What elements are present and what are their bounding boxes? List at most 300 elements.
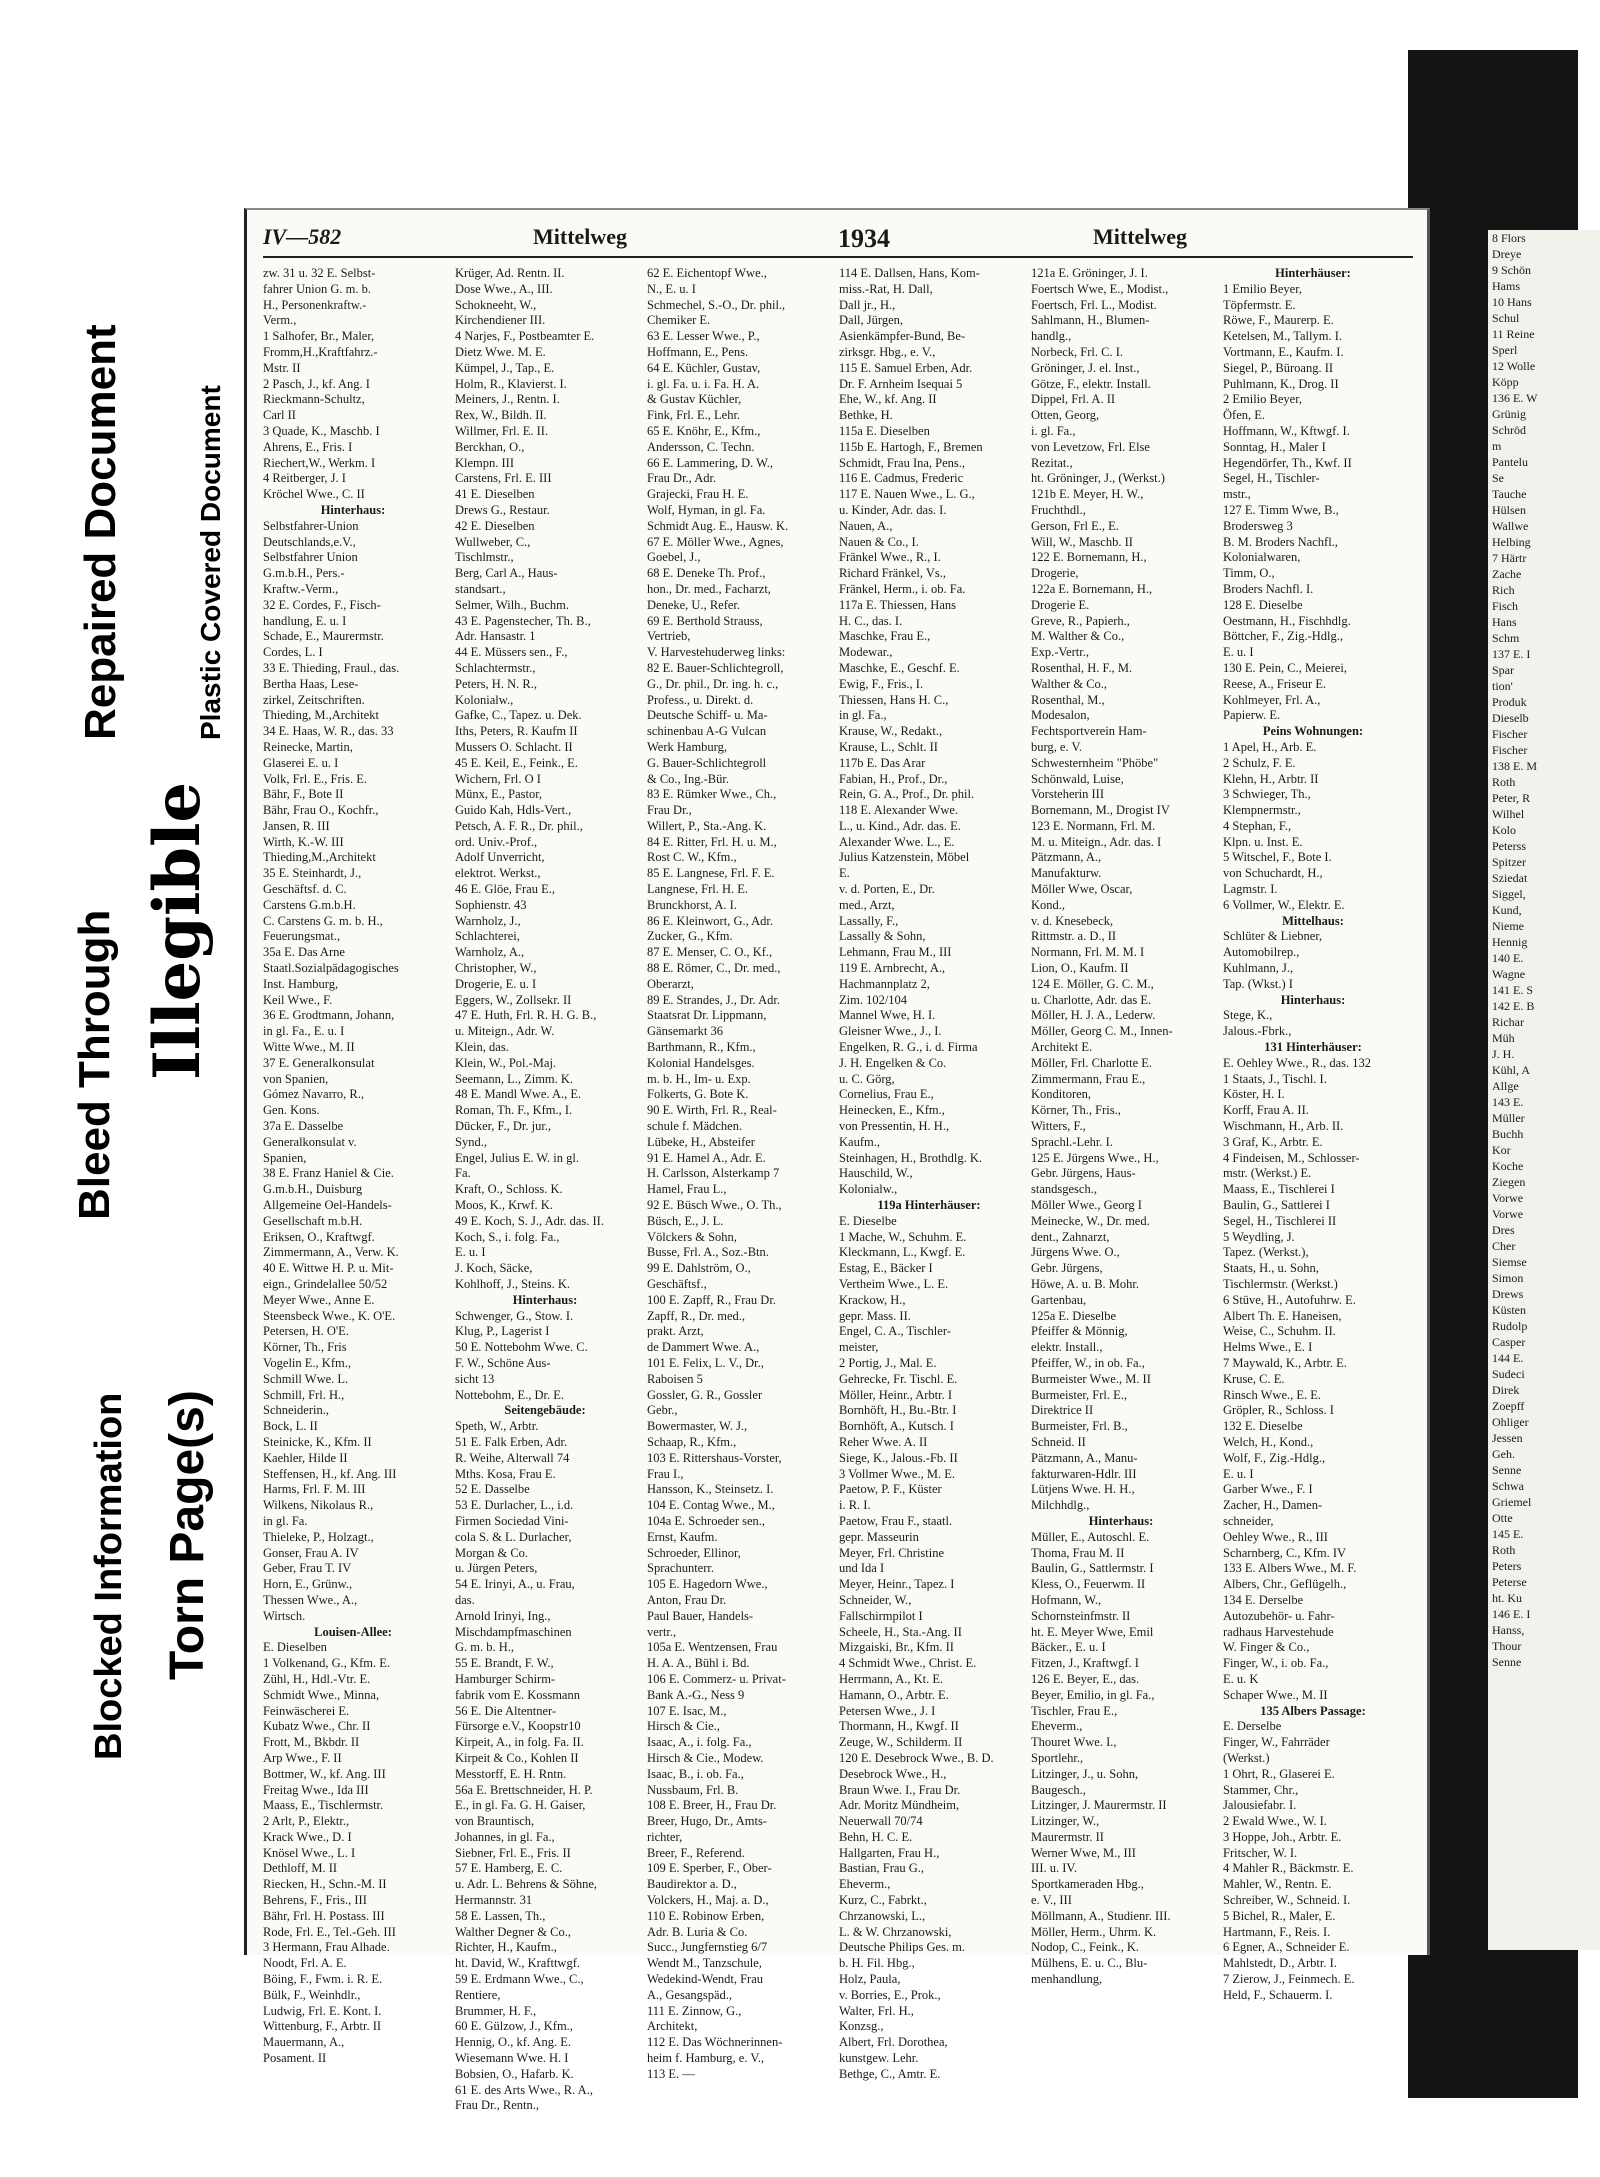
directory-entry-line: Hinterhaus: (1088, 1513, 1154, 1528)
directory-entry-line: Johannes, in gl. Fa., (455, 1829, 555, 1844)
next-page-line: Spitzer (1492, 855, 1526, 869)
directory-entry-line: 89 E. Strandes, J., Dr. Adr. (647, 992, 780, 1007)
directory-entry-line: Oehley Wwe., R., III (1223, 1529, 1328, 1544)
directory-entry-line: H. A. A., Bühl i. Bd. (647, 1656, 750, 1671)
directory-entry-line: Tischler, Frau E., (1031, 1703, 1118, 1718)
directory-entry-line: Schmill, Frl. H., (263, 1387, 345, 1402)
directory-entry-line: fakturwaren-Hdlr. III (1031, 1466, 1137, 1481)
directory-entry-line: Bornhöft, A., Kutsch. I (839, 1419, 954, 1434)
directory-entry-line: 117b E. Das Arar (839, 755, 926, 770)
directory-entry-line: 63 E. Lesser Wwe., P., (647, 329, 760, 344)
directory-entry-line: Witte Wwe., M. II (263, 1040, 355, 1055)
directory-entry-line: Frau Dr., (647, 803, 692, 818)
directory-entry-line: Busse, Frl. A., Soz.-Btn. (647, 1245, 769, 1260)
next-page-line: Spar (1492, 663, 1514, 677)
directory-entry-line: Köster, H. I. (1223, 1087, 1285, 1102)
directory-entry-line: elektr. Install., (1031, 1340, 1103, 1355)
directory-entry-line: Zim. 102/104 (839, 992, 908, 1007)
directory-column-5 (1031, 266, 1211, 1987)
directory-entry-line: Barthmann, R., Kfm., (647, 1040, 756, 1055)
directory-entry-line: Adr. Moritz Mündheim, (839, 1798, 960, 1813)
directory-entry-line: schinenbau A-G Vulcan (647, 724, 767, 739)
directory-entry-line: zirksgr. Hbg., e. V., (839, 344, 936, 359)
next-page-line: Rich (1492, 583, 1515, 597)
directory-entry-line: Volckers, H., Maj. a. D., (647, 1893, 769, 1908)
directory-entry-line: Möllmann, A., Studienr. III. (1031, 1908, 1171, 1923)
label-illegible: Illegible (140, 781, 215, 1080)
directory-entry-line: Wullweber, C., (455, 534, 531, 549)
directory-entry-line: Carstens, Frl. E. III (455, 471, 552, 486)
directory-entry-line: Geschäftsf., (647, 1277, 707, 1291)
directory-entry-line: Krüger, Ad. Rentn. II. (455, 266, 565, 280)
directory-entry-line: F. W., Schöne Aus- (455, 1355, 551, 1370)
directory-entry-line: 115a E. Dieselben (839, 423, 930, 438)
directory-entry-line: 119a Hinterhäuser: (877, 1198, 981, 1213)
directory-entry-line: Warnholz, J., (455, 913, 521, 928)
directory-entry-line: Schaper Wwe., M. II (1223, 1687, 1328, 1702)
next-page-line: Müh (1492, 1031, 1515, 1045)
directory-entry-line: Schmill Wwe. L. (263, 1371, 349, 1386)
next-page-line: Helbing (1492, 535, 1531, 549)
next-page-line: Fischer (1492, 743, 1528, 757)
directory-entry-line: Wirtsch. (263, 1608, 306, 1623)
directory-entry-line: 56a E. Brettschneider, H. P. (455, 1782, 593, 1797)
directory-entry-line: Thieding, M.,Architekt (263, 708, 379, 723)
directory-entry-line: Fränkel, Herm., i. ob. Fa. (839, 581, 966, 596)
directory-entry-line: 121b E. Meyer, H. W., (1031, 487, 1144, 502)
directory-entry-line: Wendt M., Tanzschule, (647, 1956, 762, 1971)
directory-entry-line: Maschke, Frau E., (839, 629, 931, 644)
directory-entry-line: Rezitat., (1031, 455, 1073, 470)
directory-entry-line: 82 E. Bauer-Schlichtegroll, (647, 660, 784, 675)
directory-entry-line: Reher Wwe. A. II (839, 1434, 928, 1449)
directory-entry-line: Tischlermstr. (Werkst.) (1223, 1277, 1338, 1291)
directory-entry-line: 40 E. Wittwe H. P. u. Mit- (263, 1261, 394, 1276)
directory-entry-line: Milchhdlg., (1031, 1498, 1090, 1513)
directory-entry-line: Seemann, L., Zimm. K. (455, 1071, 574, 1086)
directory-entry-line: Vortmann, E., Kaufm. I. (1223, 344, 1344, 359)
next-page-line: Hanss, (1492, 1623, 1525, 1637)
directory-entry-line: 42 E. Dieselben (455, 518, 535, 533)
directory-entry-line: Müller, E., Autoschl. E. (1031, 1529, 1150, 1544)
directory-entry-line: Kleckmann, L., Kwgf. E. (839, 1245, 966, 1260)
directory-entry-line: Wichern, Frl. O I (455, 771, 541, 786)
directory-entry-line: Welch, H., Kond., (1223, 1434, 1314, 1449)
directory-entry-line: Hennig, O., kf. Ang. E. (455, 2035, 571, 2050)
directory-entry-line: 4 Schmidt Wwe., Christ. E. (839, 1656, 977, 1671)
directory-entry-line: Walther Degner & Co., (455, 1924, 571, 1939)
next-page-line: Casper (1492, 1335, 1526, 1349)
directory-entry-line: 61 E. des Arts Wwe., R. A., (455, 2082, 593, 2097)
directory-entry-line: Meyer Wwe., Anne E. (263, 1292, 375, 1307)
directory-entry-line: Engelken, R. G., i. d. Firma (839, 1040, 978, 1055)
directory-entry-line: Krackow, H., (839, 1292, 906, 1307)
directory-entry-line: Scharnberg, C., Kfm. IV (1223, 1545, 1347, 1560)
directory-entry-line: Dall, Jürgen, (839, 313, 903, 328)
directory-entry-line: M. u. Miteign., Adr. das. I (1031, 834, 1162, 849)
directory-entry-line: & Co., Ing.-Bür. (647, 771, 729, 786)
directory-entry-line: Gröninger, J. el. Inst., (1031, 360, 1140, 375)
directory-entry-line: Schlachterei, (455, 929, 520, 944)
directory-entry-line: Ewig, F., Fris., I. (839, 676, 924, 691)
directory-entry-line: Hegendörfer, Th., Kwf. II (1223, 455, 1352, 470)
directory-entry-line: E. Dieselbe (839, 1213, 897, 1228)
directory-entry-line: 117 E. Nauen Wwe., L. G., (839, 487, 975, 502)
directory-entry-line: Kurz, C., Fabrkt., (839, 1893, 927, 1908)
directory-entry-line: Hamel, Frau L., (647, 1182, 727, 1197)
directory-entry-line: Generalkonsulat v. (263, 1134, 357, 1149)
directory-entry-line: Mittelhaus: (1282, 913, 1344, 928)
directory-entry-line: fahrer Union G. m. b. (263, 281, 371, 296)
directory-entry-line: Deneke, U., Refer. (647, 597, 741, 612)
directory-entry-line: Deutsche Schiff- u. Ma- (647, 708, 768, 723)
directory-entry-line: Folkerts, G. Bote K. (647, 1087, 749, 1102)
directory-entry-line: Walther & Co., (1031, 676, 1108, 691)
directory-entry-line: W. Finger & Co., (1223, 1640, 1310, 1655)
directory-entry-line: Exp.-Vertr., (1031, 645, 1089, 660)
directory-entry-line: 117a E. Thiessen, Hans (839, 597, 956, 612)
side-labels (0, 0, 250, 2177)
directory-entry-line: 66 E. Lammering, D. W., (647, 455, 774, 470)
directory-entry-line: Fritscher, W. I. (1223, 1845, 1298, 1860)
directory-entry-line: Knösel Wwe., L. I (263, 1845, 356, 1860)
directory-entry-line: Richard Fränkel, Vs., (839, 566, 947, 581)
directory-entry-line: Raboisen 5 (647, 1371, 703, 1386)
directory-entry-line: Carl II (263, 408, 296, 423)
directory-entry-line: u. Charlotte, Adr. das E. (1031, 992, 1152, 1007)
next-page-line: Griemel (1492, 1495, 1532, 1509)
directory-entry-line: Baudirektor a. D., (647, 1877, 737, 1892)
directory-entry-line: 1 Mache, W., Schuhm. E. (839, 1229, 967, 1244)
directory-entry-line: Andersson, C. Techn. (647, 439, 755, 454)
directory-entry-line: Selmer, Wilh., Buchm. (455, 597, 570, 612)
directory-entry-line: Steensbeck Wwe., K. O'E. (263, 1308, 396, 1323)
directory-entry-line: Architekt, (647, 2019, 698, 2034)
directory-entry-line: Segel, H., Tischlerei II (1223, 1213, 1337, 1228)
directory-entry-line: Brodersweg 3 (1223, 518, 1293, 533)
next-page-line: Richar (1492, 1015, 1524, 1029)
directory-columns (263, 266, 1413, 2113)
next-page-line: Kor (1492, 1143, 1511, 1157)
directory-entry-line: 32 E. Cordes, F., Fisch- (263, 597, 381, 612)
directory-entry-line: Sportkameraden Hbg., (1031, 1877, 1144, 1892)
directory-entry-line: Mannel Wwe, H. I. (839, 1008, 936, 1023)
directory-entry-line: Inst. Hamburg, (263, 976, 339, 991)
directory-entry-line: Maurermstr. II (1031, 1829, 1104, 1844)
directory-entry-line: 133 E. Albers Wwe., M. F. (1223, 1561, 1357, 1576)
directory-entry-line: Meiners, J., Rentn. I. (455, 392, 560, 407)
next-page-line: Fisch (1492, 599, 1519, 613)
directory-entry-line: 51 E. Falk Erben, Adr. (455, 1434, 568, 1449)
directory-entry-line: Sportlehr., (1031, 1750, 1084, 1765)
directory-entry-line: Mauermann, A., (263, 2035, 345, 2050)
directory-entry-line: Siege, K., Jalous.-Fb. II (839, 1450, 958, 1465)
directory-entry-line: Sonntag, H., Maler I (1223, 439, 1326, 454)
next-page-line: 143 E. (1492, 1095, 1524, 1109)
directory-entry-line: Tapez. (Werkst.), (1223, 1245, 1309, 1260)
directory-entry-line: 3 Graf, K., Arbtr. E. (1223, 1134, 1323, 1149)
directory-entry-line: Messtorff, E. H. Rntn. (455, 1766, 567, 1781)
directory-entry-line: Grajecki, Frau H. E. (647, 487, 749, 502)
directory-entry-line: 1 Apel, H., Arb. E. (1223, 739, 1317, 754)
directory-entry-line: Breer, F., Referend. (647, 1845, 745, 1860)
directory-entry-line: das. (455, 1592, 475, 1607)
directory-entry-line: dent., Zahnarzt, (1031, 1229, 1110, 1244)
directory-entry-line: Schmechel, S.-O., Dr. phil., (647, 297, 786, 312)
directory-entry-line: & Gustav Küchler, (647, 392, 742, 407)
directory-entry-line: Kolonialw., (455, 692, 514, 707)
directory-entry-line: Meinecke, W., Dr. med. (1031, 1213, 1150, 1228)
directory-entry-line: 35a E. Das Arne (263, 945, 345, 960)
directory-entry-line: Klehn, H., Arbtr. II (1223, 771, 1319, 786)
directory-entry-line: Reinecke, Martin, (263, 739, 353, 754)
directory-entry-line: Kaehler, Hilde II (263, 1450, 348, 1465)
directory-entry-line: 85 E. Langnese, Frl. F. E. (647, 866, 775, 881)
directory-entry-line: Thiessen, Hans H. C., (839, 692, 949, 707)
directory-entry-line: Hachmannplatz 2, (839, 976, 930, 991)
directory-entry-line: Paul Bauer, Handels- (647, 1608, 754, 1623)
directory-entry-line: Vogelin E., Kfm., (263, 1355, 351, 1370)
directory-entry-line: G., Dr. phil., Dr. ing. h. c., (647, 676, 779, 691)
directory-entry-line: Verm., (263, 313, 297, 328)
directory-entry-line: 6 Stüve, H., Autofuhrw. E. (1223, 1292, 1356, 1307)
next-page-line: Peter, R (1492, 791, 1531, 805)
directory-entry-line: 3 Quade, K., Maschb. I (263, 423, 380, 438)
next-page-line: 140 E. (1492, 951, 1524, 965)
directory-entry-line: Isaac, B., i. ob. Fa., (647, 1766, 744, 1781)
directory-entry-line: Profess., u. Direkt. d. (647, 692, 754, 707)
next-page-line: Cher (1492, 1239, 1516, 1253)
directory-entry-line: Litzinger, W., (1031, 1814, 1100, 1829)
directory-entry-line: Hinterhäuser: (1275, 266, 1351, 280)
directory-entry-line: Isaac, A., i. folg. Fa., (647, 1735, 752, 1750)
page-header (263, 222, 1413, 258)
directory-entry-line: Rentiere, (455, 1987, 501, 2002)
directory-entry-line: Fink, Frl. E., Lehr. (647, 408, 741, 423)
directory-entry-line: Schneider, W., (839, 1592, 912, 1607)
next-page-line: Vorwe (1492, 1207, 1524, 1221)
next-page-line: Wallwe (1492, 519, 1529, 533)
directory-entry-line: gepr. Masseurin (839, 1529, 919, 1544)
directory-entry-line: Bäcker., E. u. I (1031, 1640, 1106, 1655)
directory-entry-line: (Werkst.) (1223, 1750, 1270, 1765)
directory-entry-line: Bähr, Frl. H. Postass. III (263, 1908, 385, 1923)
directory-entry-line: Schade, E., Maurermstr. (263, 629, 384, 644)
directory-entry-line: 107 E. Isac, M., (647, 1703, 727, 1718)
directory-entry-line: 100 E. Zapff, R., Frau Dr. (647, 1292, 776, 1307)
directory-entry-line: Klempnermstr., (1223, 803, 1301, 818)
directory-entry-line: Kümpel, J., Tap., E. (455, 360, 555, 375)
directory-entry-line: Schroeder, Ellinor, (647, 1545, 741, 1560)
directory-entry-line: 34 E. Haas, W. R., das. 33 (263, 724, 394, 739)
directory-entry-line: Götze, F., elektr. Install. (1031, 376, 1151, 391)
next-page-line: tion' (1492, 679, 1513, 693)
directory-entry-line: 55 E. Brandt, F. W., (455, 1656, 554, 1671)
directory-entry-line: Dall jr., H., (839, 297, 896, 312)
directory-entry-line: Kröchel Wwe., C. II (263, 487, 365, 502)
directory-entry-line: Synd., (455, 1134, 487, 1149)
next-page-line: Wagne (1492, 967, 1526, 981)
directory-entry-line: Behn, H. C. E. (839, 1829, 913, 1844)
directory-entry-line: u. Miteign., Adr. W. (455, 1024, 555, 1039)
directory-entry-line: Tischlmstr., (455, 550, 514, 565)
directory-entry-line: 1 Ohrt, R., Glaserei E. (1223, 1766, 1335, 1781)
directory-entry-line: Frau I., (647, 1466, 684, 1481)
next-page-line: Schwa (1492, 1479, 1524, 1493)
directory-entry-line: cola S. & L. Durlacher, (455, 1529, 572, 1544)
directory-entry-line: Rinsch Wwe., E. E. (1223, 1387, 1322, 1402)
directory-entry-line: Klempn. III (455, 455, 515, 470)
directory-entry-line: Arp Wwe., F. II (263, 1750, 342, 1765)
directory-entry-line: Nauen & Co., I. (839, 534, 919, 549)
directory-entry-line: Kolonialw., (839, 1182, 898, 1197)
directory-entry-line: Zucker, G., Kfm. (647, 929, 733, 944)
directory-entry-line: Mülhens, E. u. C., Blu- (1031, 1956, 1148, 1971)
directory-entry-line: Gartenbau, (1031, 1292, 1087, 1307)
next-page-line: Nieme (1492, 919, 1524, 933)
directory-entry-line: 3 Vollmer Wwe., M. E. (839, 1466, 955, 1481)
directory-entry-line: Gesellschaft m.b.H. (263, 1213, 363, 1228)
directory-entry-line: Wischmann, H., Arb. II. (1223, 1119, 1344, 1134)
directory-entry-line: Kohlhoff, J., Steins. K. (455, 1277, 571, 1291)
directory-entry-line: Bähr, F., Bote II (263, 787, 344, 802)
next-page-line: Roth (1492, 1543, 1516, 1557)
directory-entry-line: Pätzmann, A., (1031, 850, 1102, 865)
next-page-line: Schm (1492, 631, 1520, 645)
directory-entry-line: b. H. Fil. Hbg., (839, 1956, 915, 1971)
directory-entry-line: Hofmann, W., (1031, 1592, 1102, 1607)
directory-entry-line: Schmidt Wwe., Minna, (263, 1687, 380, 1702)
directory-entry-line: Krack Wwe., D. I (263, 1829, 352, 1844)
directory-entry-line: Thoma, Frau M. II (1031, 1545, 1125, 1560)
directory-entry-line: Körner, Th., Fris., (1031, 1103, 1121, 1118)
next-page-line: 136 E. W (1492, 391, 1538, 405)
directory-entry-line: Hinterhaus: (512, 1292, 578, 1307)
next-page-line: Simon (1492, 1271, 1524, 1285)
directory-entry-line: Thouret Wwe. I., (1031, 1735, 1117, 1750)
directory-entry-line: menhandlung, (1031, 1972, 1103, 1987)
directory-entry-line: Lion, O., Kaufm. II (1031, 961, 1129, 976)
directory-entry-line: 130 E. Pein, C., Meierei, (1223, 660, 1347, 675)
next-page-line: Rudolp (1492, 1319, 1528, 1333)
directory-entry-line: Willert, P., Sta.-Ang. K. (647, 818, 767, 833)
directory-entry-line: Held, F., Schauerm. I. (1223, 1987, 1333, 2002)
next-page-line: Peterss (1492, 839, 1526, 853)
directory-entry-line: Albert, Frl. Dorothea, (839, 2035, 948, 2050)
directory-entry-line: Albers, Chr., Geflügelh., (1223, 1577, 1347, 1592)
directory-entry-line: Gossler, G. R., Gossler (647, 1387, 763, 1402)
directory-entry-line: C. Carstens G. m. b. H., (263, 913, 383, 928)
directory-entry-line: Anton, Frau Dr. (647, 1592, 727, 1607)
directory-entry-line: Schneid. II (1031, 1434, 1086, 1449)
directory-entry-line: Hallgarten, Frau H., (839, 1845, 940, 1860)
next-page-line: Müller (1492, 1111, 1525, 1125)
next-page-line: Wilhel (1492, 807, 1525, 821)
directory-entry-line: Kruse, C. E. (1223, 1371, 1285, 1386)
directory-entry-line: Zühl, H., Hdl.-Vtr. E. (263, 1671, 371, 1686)
directory-entry-line: 57 E. Hamberg, E. C. (455, 1861, 563, 1876)
next-page-line: Fischer (1492, 727, 1528, 741)
directory-entry-line: 83 E. Rümker Wwe., Ch., (647, 787, 777, 802)
directory-entry-line: Breer, Hugo, Dr., Amts- (647, 1814, 767, 1829)
directory-entry-line: Alexander Wwe. L., E. (839, 834, 955, 849)
directory-entry-line: Möller, Herm., Uhrm. K. (1031, 1924, 1157, 1939)
directory-entry-line: Kaufm., (839, 1134, 880, 1149)
directory-entry-line: Allgemeine Oel-Handels- (263, 1198, 392, 1213)
directory-entry-line: Hoffmann, W., Kftwgf. I. (1223, 423, 1350, 438)
directory-entry-line: 109 E. Sperber, F., Ober- (647, 1861, 772, 1876)
directory-entry-line: 114 E. Dallsen, Hans, Kom- (839, 266, 980, 280)
next-page-line: Thour (1492, 1639, 1522, 1653)
next-page-line: 7 Härtr (1492, 551, 1527, 565)
directory-entry-line: Kolonialwaren, (1223, 550, 1301, 565)
directory-entry-line: Greve, R., Papierh., (1031, 613, 1130, 628)
directory-entry-line: 4 Narjes, F., Postbeamter E. (455, 329, 595, 344)
directory-entry-line: gepr. Mass. II. (839, 1308, 911, 1323)
directory-entry-line: E. Derselbe (1223, 1719, 1282, 1734)
directory-entry-line: Fitzen, J., Kraftwgf. I (1031, 1656, 1139, 1671)
year: 1934 (838, 224, 890, 253)
page-number: IV—582 (263, 224, 342, 249)
directory-entry-line: A., Gesangspäd., (647, 1987, 733, 2002)
directory-entry-line: 116 E. Cadmus, Frederic (839, 471, 964, 486)
directory-entry-line: Estag, E., Bäcker I (839, 1261, 933, 1276)
directory-entry-line: Braun Wwe. I., Frau Dr. (839, 1782, 961, 1797)
directory-entry-line: Nottebohm, E., Dr. E. (455, 1387, 565, 1402)
directory-entry-line: 122a E. Bornemann, H., (1031, 581, 1153, 596)
label-torn-pages: Torn Page(s) (161, 1390, 214, 1680)
next-page-line: Küsten (1492, 1303, 1526, 1317)
directory-entry-line: Riechert,W., Werkm. I (263, 455, 376, 470)
directory-entry-line: Meyer, Frl. Christine (839, 1545, 945, 1560)
directory-entry-line: handlg., (1031, 329, 1072, 344)
directory-entry-line: Lagmstr. I. (1223, 882, 1278, 897)
next-page-line: Kund, (1492, 903, 1522, 917)
directory-entry-line: Frott, M., Bkbdr. II (263, 1735, 360, 1750)
directory-entry-line: 119 E. Arnbrecht, A., (839, 961, 946, 976)
directory-entry-line: 126 E. Beyer, E., das. (1031, 1671, 1140, 1686)
directory-entry-line: Gerson, Frl E., E. (1031, 518, 1119, 533)
directory-entry-line: 52 E. Dasselbe (455, 1482, 530, 1497)
directory-entry-line: i. gl. Fa. u. i. Fa. H. A. (647, 376, 760, 391)
directory-entry-line: Brunckhorst, A. I. (647, 897, 737, 912)
directory-entry-line: 128 E. Dieselbe (1223, 597, 1303, 612)
directory-entry-line: Schönwald, Luise, (1031, 771, 1124, 786)
directory-entry-line: Petsch, A. F. R., Dr. phil., (455, 818, 583, 833)
directory-entry-line: 53 E. Durlacher, L., i.d. (455, 1498, 574, 1513)
next-page-line: Jessen (1492, 1431, 1523, 1445)
next-page-line: 10 Hans (1492, 295, 1532, 309)
directory-entry-line: Deutschlands,e.V., (263, 534, 356, 549)
directory-entry-line: zw. 31 u. 32 E. Selbst- (263, 266, 376, 280)
directory-entry-line: Arnold Irinyi, Ing., (455, 1608, 551, 1623)
directory-entry-line: ord. Univ.-Prof., (455, 834, 538, 849)
directory-entry-line: Hauschild, W., (839, 1166, 913, 1181)
next-page-fragment (1488, 230, 1600, 1950)
directory-entry-line: G.m.b.H., Duisburg (263, 1182, 363, 1197)
directory-entry-line: Vertrieb, (647, 629, 691, 644)
next-page-line: Kühl, A (1492, 1063, 1531, 1077)
directory-entry-line: Herrmann, A., Kt. E. (839, 1671, 944, 1686)
directory-entry-line: 4 Reitberger, J. I (263, 471, 346, 486)
directory-entry-line: Langnese, Frl. H. E. (647, 882, 749, 897)
next-page-line: 146 E. I (1492, 1607, 1531, 1621)
street-name-right: Mittelweg (1093, 224, 1188, 249)
directory-entry-line: Maschke, E., Geschf. E. (839, 660, 960, 675)
directory-entry-line: Thormann, H., Kwgf. II (839, 1719, 959, 1734)
directory-entry-line: Mahlstedt, D., Arbtr. I. (1223, 1956, 1337, 1971)
directory-entry-line: Adr. B. Luria & Co. (647, 1924, 748, 1939)
